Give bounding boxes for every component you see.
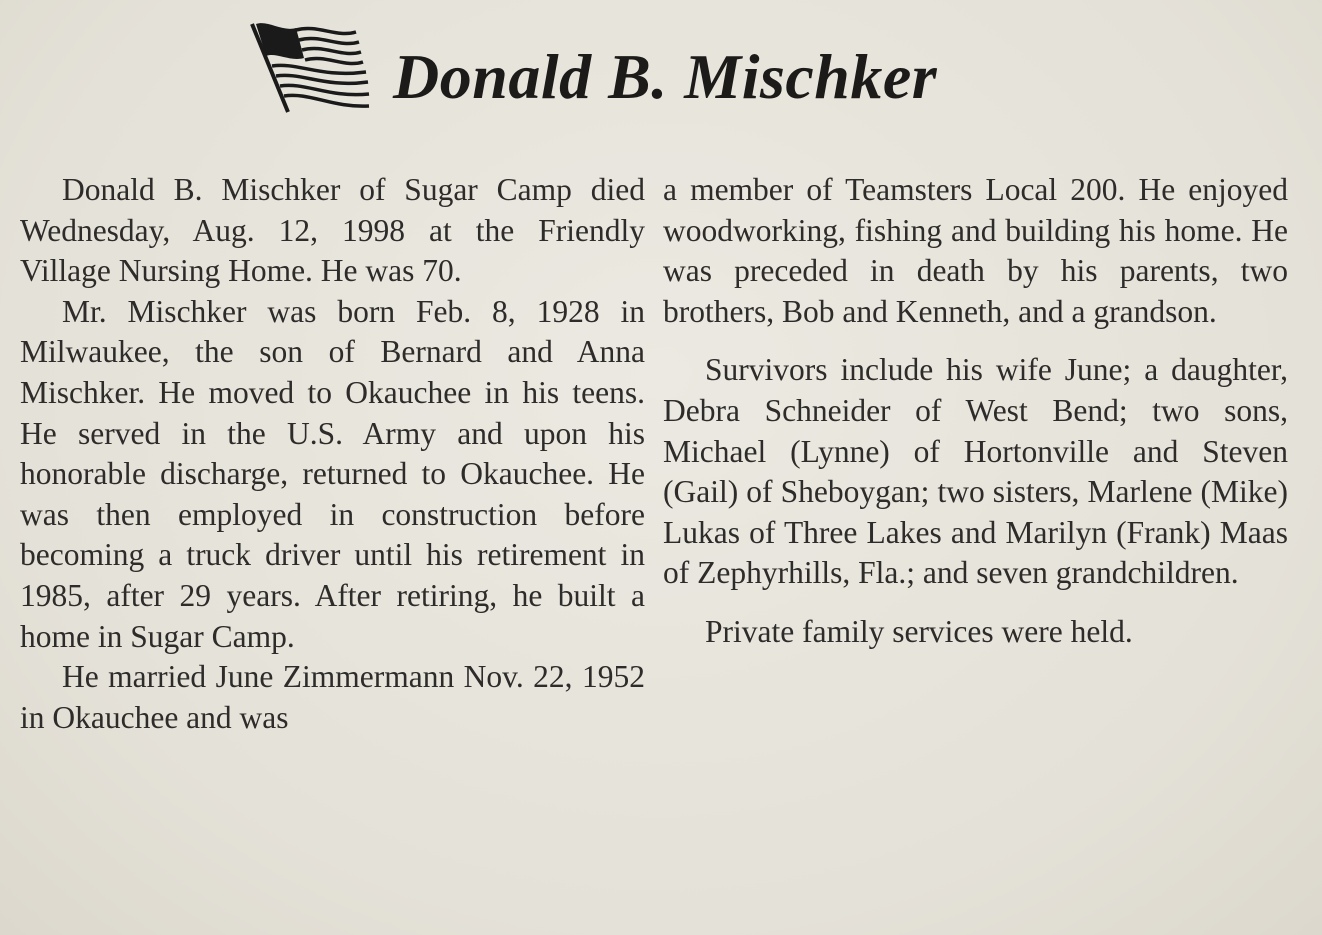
paragraph-death-notice: Donald B. Mischker of Sugar Camp died Wednesday, Aug. 12, 1998 at the Friendly Village Nursing Home. He was 70. [20,172,645,289]
paragraph-survivors: Survivors include his wife June; a daughter, Debra Schneider of West Bend; two sons, Michael (Lynne) of Hortonville and Steven (Gail) of Sheboygan; two sisters, Marlene (Mike) Lukas of Three Lakes and Marilyn (Frank) Maas of Zephyrhills, Fla.; and seven grandchildren. [663,352,1288,591]
obituary-header [248,18,1048,118]
paragraph-services: Private family services were held. [705,613,1133,649]
paragraph-marriage: He married June Zimmermann Nov. 22, 1952 in Okauchee and was [20,659,645,735]
left-column [20,170,645,738]
right-column [663,170,1288,653]
paragraph-marriage-continued: a member of Teamsters Local 200. He enjoyed woodworking, fishing and building his home. He was preceded in death by his parents, two brothers, Bob and Kenneth, and a grandson. [663,172,1288,329]
obituary-title: Donald B. Mischker [393,41,938,112]
paragraph-biography: Mr. Mischker was born Feb. 8, 1928 in Milwaukee, the son of Bernard and Anna Mischker. He moved to Okauchee in his teens. He served in the U.S. Army and upon his honorable discharge, returned to Okauchee. He was then employed in construction before becoming a truck driver until his retirement in 1985, after 29 years. After retiring, he built a home in Sugar Camp. [20,293,645,654]
american-flag-icon [248,18,370,118]
